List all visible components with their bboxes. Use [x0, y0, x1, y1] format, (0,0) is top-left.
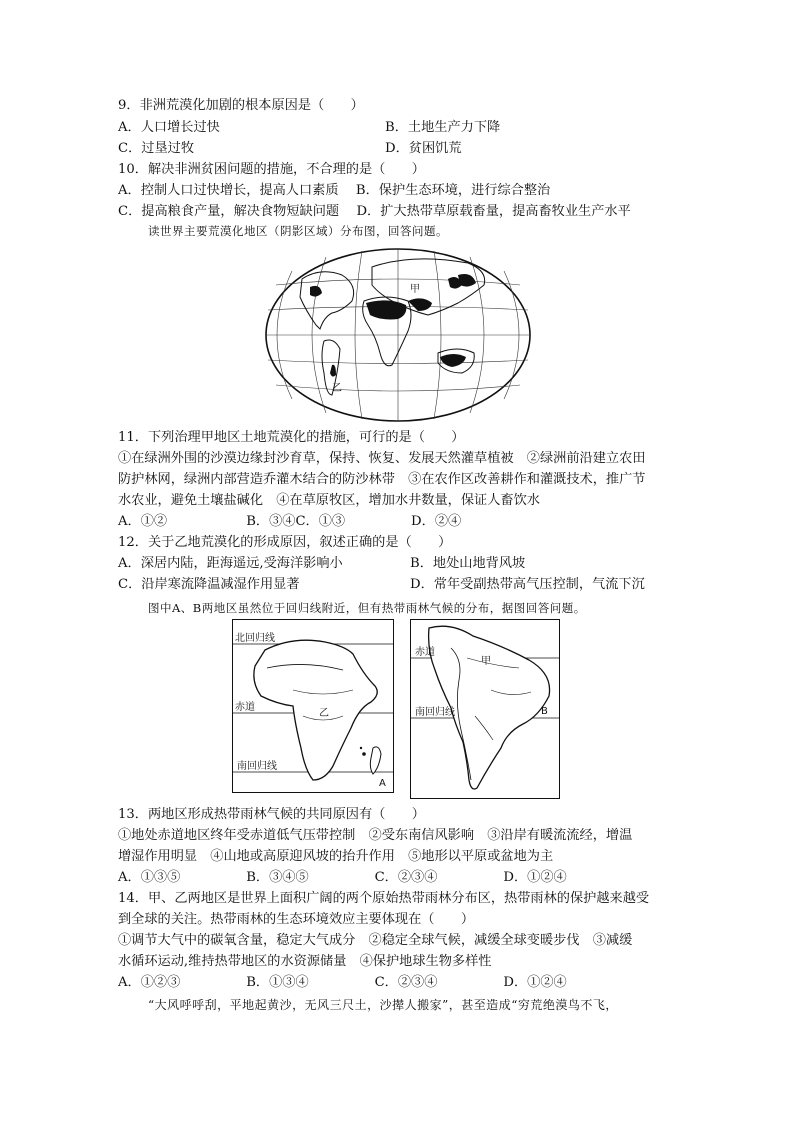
rainforest-map-intro: 图中A、B两地区虽然位于回归线附近，但有热带雨林气候的分布，据图回答问题。: [148, 601, 586, 615]
q12-stem: 12．关于乙地荒漠化的形成原因，叙述正确的是（ ）: [118, 535, 452, 550]
q9-option-c: C．过垦过牧: [118, 141, 195, 156]
sa-equator-label: 赤道: [415, 647, 435, 658]
q13-options: A．①③⑤ B．③④⑤ C．②③④ D．①②④: [118, 870, 567, 885]
africa-north-tropic-label: 北回归线: [235, 633, 275, 644]
q13-line-1: ①地处赤道地区终年受赤道低气压带控制 ②受东南信风影响 ③沿岸有暖流流经，增温: [118, 828, 633, 843]
q13-line-2: 增湿作用明显 ④山地或高原迎风坡的抬升作用 ⑤地形以平原或盆地为主: [118, 849, 554, 864]
q11-line-2: 防护林网，绿洲内部营造乔灌木结合的防沙林带 ③在农作区改善耕作和灌溉技术，推广节: [118, 472, 646, 487]
sa-label-b: B: [541, 706, 548, 717]
q11-stem: 11．下列治理甲地区土地荒漠化的措施，可行的是（ ）: [118, 430, 465, 445]
africa-label-a: A: [379, 778, 386, 789]
q11-line-1: ①在绿洲外围的沙漠边缘封沙育草，保持、恢复、发展天然灌草植被 ②绿洲前沿建立农田: [118, 451, 646, 466]
south-america-map: [410, 619, 560, 799]
q10-stem: 10．解决非洲贫困问题的措施，不合理的是（ ）: [118, 162, 425, 177]
q9-option-b: B．土地生产力下降: [385, 120, 501, 135]
africa-south-tropic-label: 南回归线: [237, 761, 277, 772]
next-passage-intro: “大风呼呼刮，平地起黄沙，无风三尺土，沙撵人搬家”，甚至造成“穷荒绝漠鸟不飞，: [148, 998, 618, 1012]
world-map-label-jia: 甲: [410, 284, 420, 295]
world-desertification-map: [262, 245, 534, 425]
q13-stem: 13．两地区形成热带雨林气候的共同原因有（ ）: [118, 807, 425, 822]
q14-line-1: 14．甲、乙两地区是世界上面积广阔的两个原始热带雨林分布区，热带雨林的保护越来越受: [118, 891, 650, 906]
africa-map: [232, 619, 394, 793]
q9-option-d: D．贫困饥荒: [385, 141, 462, 156]
q10-options-cd: C．提高粮食产量，解决食物短缺问题 D．扩大热带草原载畜量，提高畜牧业生产水平: [118, 204, 631, 219]
q14-line-4: 水循环运动,维持热带地区的水资源储量 ④保护地球生物多样性: [118, 954, 492, 969]
q11-line-3: 水农业，避免土壤盐碱化 ④在草原牧区，增加水井数量，保证人畜饮水: [118, 493, 540, 508]
world-map-label-yi: 乙: [332, 383, 342, 394]
sa-label-jia: 甲: [481, 656, 491, 667]
q10-options-ab: A．控制人口过快增长，提高人口素质 B．保护生态环境，进行综合整治: [118, 183, 551, 198]
q11-options: A．①② B．③④C．①③ D．②④: [118, 514, 462, 529]
q9-stem: 9．非洲荒漠化加剧的根本原因是（ ）: [118, 98, 364, 113]
africa-equator-label: 赤道: [235, 702, 255, 713]
q9-option-a: A．人口增长过快: [118, 120, 220, 135]
q14-line-3: ①调节大气中的碳氧含量，稳定大气成分 ②稳定全球气候，减缓全球变暖步伐 ③减缓: [118, 933, 633, 948]
q12-option-d: D．常年受副热带高气压控制，气流下沉: [410, 577, 645, 592]
q12-option-c: C．沿岸寒流降温减湿作用显著: [118, 577, 300, 592]
q12-option-a: A．深居内陆，距海遥远,受海洋影响小: [118, 556, 343, 571]
q12-option-b: B．地处山地背风坡: [410, 556, 526, 571]
sa-south-tropic-label: 南回归线: [415, 707, 455, 718]
q14-line-2: 到全球的关注。热带雨林的生态环境效应主要体现在（ ）: [118, 912, 475, 927]
africa-label-yi: 乙: [319, 708, 329, 719]
world-map-intro: 读世界主要荒漠化地区（阴影区域）分布图，回答问题。: [148, 224, 448, 238]
q14-options: A．①②③ B．①③④ C．②③④ D．①②④: [118, 975, 567, 990]
